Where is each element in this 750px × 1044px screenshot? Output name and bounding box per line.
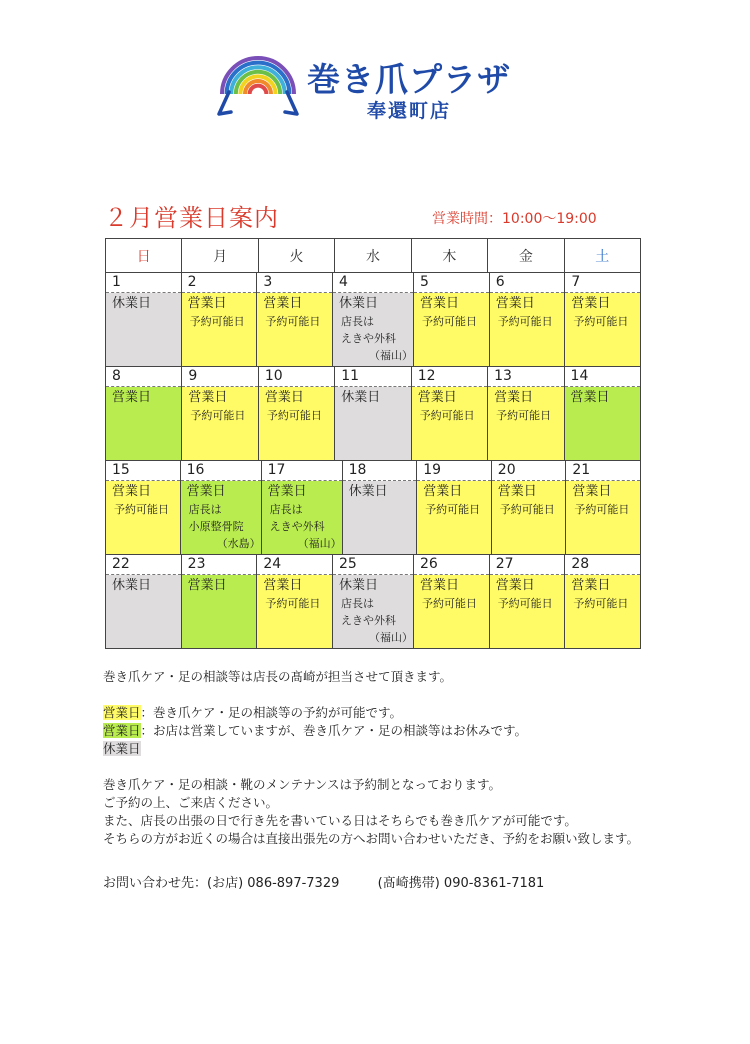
day-status: 営業日 <box>267 484 307 499</box>
day-number: 9 <box>182 367 257 387</box>
day-note: 店長は <box>341 597 375 610</box>
day-number: 19 <box>417 461 491 481</box>
calendar-day <box>332 555 413 648</box>
day-number: 14 <box>565 367 640 387</box>
day-number: 25 <box>333 555 413 575</box>
logo-title: 巻き爪プラザ <box>307 60 511 99</box>
day-location: （福山） <box>369 349 414 362</box>
calendar-day <box>416 461 491 554</box>
note-line2: ご予約の上、ご来店ください。 <box>103 795 279 810</box>
calendar-day <box>181 367 257 460</box>
day-status-area <box>417 481 491 554</box>
day-note: 予約可能日 <box>497 597 553 610</box>
day-status: 営業日 <box>264 390 304 405</box>
day-status: 営業日 <box>187 296 227 311</box>
day-status-area <box>414 575 489 648</box>
rainbow-logo-icon <box>215 52 301 128</box>
day-note: 予約可能日 <box>265 315 321 328</box>
day-note: 予約可能日 <box>499 503 555 516</box>
note-line1: 巻き爪ケア・足の相談・靴のメンテナンスは予約制となっております。 <box>103 777 502 792</box>
day-note: えきや外科 <box>341 614 397 627</box>
calendar-day <box>181 273 257 366</box>
calendar-header <box>106 239 640 273</box>
day-note: 店長は <box>188 503 222 516</box>
day-location: （水島） <box>216 537 261 550</box>
calendar <box>105 238 641 649</box>
day-status: 休業日 <box>339 296 379 311</box>
weekday-header: 金 <box>487 239 563 272</box>
calendar-day <box>491 461 566 554</box>
day-status-area <box>106 293 181 366</box>
day-note: 予約可能日 <box>189 315 245 328</box>
day-status: 営業日 <box>420 296 460 311</box>
page-title: ２月営業日案内 <box>104 204 279 232</box>
notes <box>103 668 703 848</box>
day-status: 営業日 <box>186 484 226 499</box>
calendar-day <box>413 273 489 366</box>
day-status: 営業日 <box>112 390 152 405</box>
day-status-area <box>492 481 566 554</box>
calendar-day <box>489 273 565 366</box>
calendar-week <box>106 555 640 648</box>
day-note: 予約可能日 <box>422 597 478 610</box>
logo <box>215 52 555 128</box>
calendar-day <box>181 555 257 648</box>
calendar-day <box>564 367 640 460</box>
day-note: 予約可能日 <box>425 503 481 516</box>
day-note: 店長は <box>269 503 303 516</box>
weekday-header: 月 <box>181 239 257 272</box>
calendar-day <box>332 273 413 366</box>
day-status-area <box>343 481 417 554</box>
day-note: えきや外科 <box>269 520 325 533</box>
day-status: 営業日 <box>417 390 457 405</box>
calendar-week <box>106 273 640 367</box>
day-number: 22 <box>106 555 181 575</box>
day-note: 予約可能日 <box>190 409 246 422</box>
day-note: 予約可能日 <box>114 503 169 516</box>
day-number: 13 <box>488 367 563 387</box>
contact-store: お問い合わせ先：(お店) 086-897-7329 <box>103 876 340 891</box>
day-note: 店長は <box>341 315 375 328</box>
day-status-area <box>257 293 332 366</box>
day-number: 28 <box>565 555 640 575</box>
legend-gray <box>103 740 703 758</box>
day-number: 15 <box>106 461 180 481</box>
legend-gray-label: 休業日 <box>103 741 141 756</box>
day-status-area <box>181 481 261 554</box>
day-status-area <box>106 387 181 460</box>
calendar-day <box>106 555 181 648</box>
day-number: 16 <box>181 461 261 481</box>
day-note: 予約可能日 <box>497 315 553 328</box>
day-number: 24 <box>257 555 332 575</box>
calendar-day <box>256 555 332 648</box>
day-number: 27 <box>490 555 565 575</box>
day-status: 営業日 <box>263 296 303 311</box>
day-status: 営業日 <box>188 390 228 405</box>
day-number: 4 <box>333 273 413 293</box>
day-number: 3 <box>257 273 332 293</box>
day-note: 予約可能日 <box>573 597 629 610</box>
legend-yellow-text: ：巻き爪ケア・足の相談等の予約が可能です。 <box>140 705 403 720</box>
day-status: 営業日 <box>423 484 463 499</box>
day-status: 営業日 <box>112 484 152 499</box>
day-status: 営業日 <box>495 296 535 311</box>
calendar-day <box>565 461 640 554</box>
day-status-area <box>414 293 489 366</box>
day-status-area <box>566 481 640 554</box>
day-status-area <box>565 293 640 366</box>
day-status-area <box>262 481 342 554</box>
note-intro: 巻き爪ケア・足の相談等は店長の髙崎が担当させて頂きます。 <box>103 669 453 684</box>
day-status: 営業日 <box>570 390 610 405</box>
contact-info <box>103 872 544 891</box>
day-status: 営業日 <box>494 390 534 405</box>
weekday-header: 水 <box>334 239 410 272</box>
calendar-day <box>564 555 640 648</box>
day-number: 1 <box>106 273 181 293</box>
rainbow-arc <box>250 86 267 94</box>
calendar-day <box>413 555 489 648</box>
calendar-day <box>411 367 487 460</box>
day-status: 休業日 <box>348 484 388 499</box>
legend-green-text: ：お店は営業していますが、巻き爪ケア・足の相談等はお休みです。 <box>140 723 528 738</box>
day-status: 営業日 <box>263 578 303 593</box>
day-number: 21 <box>566 461 640 481</box>
day-note: 予約可能日 <box>496 409 552 422</box>
day-status: 休業日 <box>339 578 379 593</box>
day-status: 営業日 <box>495 578 535 593</box>
calendar-day <box>106 367 181 460</box>
calendar-day <box>564 273 640 366</box>
legend-yellow <box>103 704 703 722</box>
calendar-day <box>106 273 181 366</box>
day-number: 20 <box>492 461 566 481</box>
day-number: 11 <box>335 367 410 387</box>
day-note: 予約可能日 <box>265 597 321 610</box>
note-line4: そちらの方がお近くの場合は直接出張先の方へお問い合わせいただき、予約をお願い致します。 <box>103 831 640 846</box>
day-status: 営業日 <box>571 296 611 311</box>
day-note: 予約可能日 <box>266 409 322 422</box>
day-status-area <box>106 575 181 648</box>
day-status-area <box>335 387 410 460</box>
calendar-day <box>342 461 417 554</box>
day-status: 休業日 <box>112 578 152 593</box>
day-number: 26 <box>414 555 489 575</box>
day-status-area <box>333 575 413 648</box>
day-number: 5 <box>414 273 489 293</box>
day-note: 予約可能日 <box>573 315 629 328</box>
weekday-header: 日 <box>136 248 151 265</box>
calendar-day <box>334 367 410 460</box>
day-number: 17 <box>262 461 342 481</box>
day-number: 6 <box>490 273 565 293</box>
day-status-area <box>488 387 563 460</box>
day-status-area <box>106 481 180 554</box>
calendar-week <box>106 461 640 555</box>
day-number: 8 <box>106 367 181 387</box>
day-number: 7 <box>565 273 640 293</box>
weekday-header: 火 <box>258 239 334 272</box>
calendar-day <box>489 555 565 648</box>
day-number: 10 <box>259 367 334 387</box>
day-status: 休業日 <box>341 390 381 405</box>
calendar-body <box>106 273 640 648</box>
day-status-area <box>490 293 565 366</box>
day-status: 営業日 <box>187 578 227 593</box>
note-line3: また、店長の出張の日で行き先を書いている日はそちらでも巻き爪ケアが可能です。 <box>103 813 577 828</box>
day-status-area <box>333 293 413 366</box>
day-status-area <box>182 293 257 366</box>
day-location: （福山） <box>297 537 342 550</box>
legend-green <box>103 722 703 740</box>
day-status-area <box>182 575 257 648</box>
calendar-day <box>106 461 180 554</box>
day-status: 休業日 <box>112 296 152 311</box>
day-location: （福山） <box>369 631 414 644</box>
day-status: 営業日 <box>572 484 612 499</box>
day-status-area <box>412 387 487 460</box>
legend-yellow-label: 営業日 <box>103 705 141 720</box>
day-note: 小原整骨院 <box>188 520 244 533</box>
weekday-header: 土 <box>564 239 640 272</box>
calendar-day <box>261 461 342 554</box>
day-status-area <box>490 575 565 648</box>
calendar-day <box>487 367 563 460</box>
day-note: 予約可能日 <box>419 409 475 422</box>
day-number: 18 <box>343 461 417 481</box>
day-note: 予約可能日 <box>422 315 478 328</box>
day-note: えきや外科 <box>341 332 397 345</box>
calendar-week <box>106 367 640 461</box>
calendar-day <box>258 367 334 460</box>
day-status-area <box>182 387 257 460</box>
contact-mobile: (髙崎携帯) 090-8361-7181 <box>377 876 545 891</box>
day-number: 12 <box>412 367 487 387</box>
day-number: 2 <box>182 273 257 293</box>
day-status: 営業日 <box>420 578 460 593</box>
day-status-area <box>565 575 640 648</box>
day-status: 営業日 <box>571 578 611 593</box>
weekday-header: 木 <box>411 239 487 272</box>
day-status-area <box>565 387 640 460</box>
day-note: 予約可能日 <box>574 503 630 516</box>
calendar-day <box>256 273 332 366</box>
day-status: 営業日 <box>497 484 537 499</box>
day-status-area <box>257 575 332 648</box>
legend-green-label: 営業日 <box>103 723 141 738</box>
day-status-area <box>259 387 334 460</box>
calendar-day <box>180 461 261 554</box>
business-hours: 営業時間：10:00～19:00 <box>432 211 597 227</box>
logo-subtitle: 奉還町店 <box>367 100 452 122</box>
day-number: 23 <box>182 555 257 575</box>
